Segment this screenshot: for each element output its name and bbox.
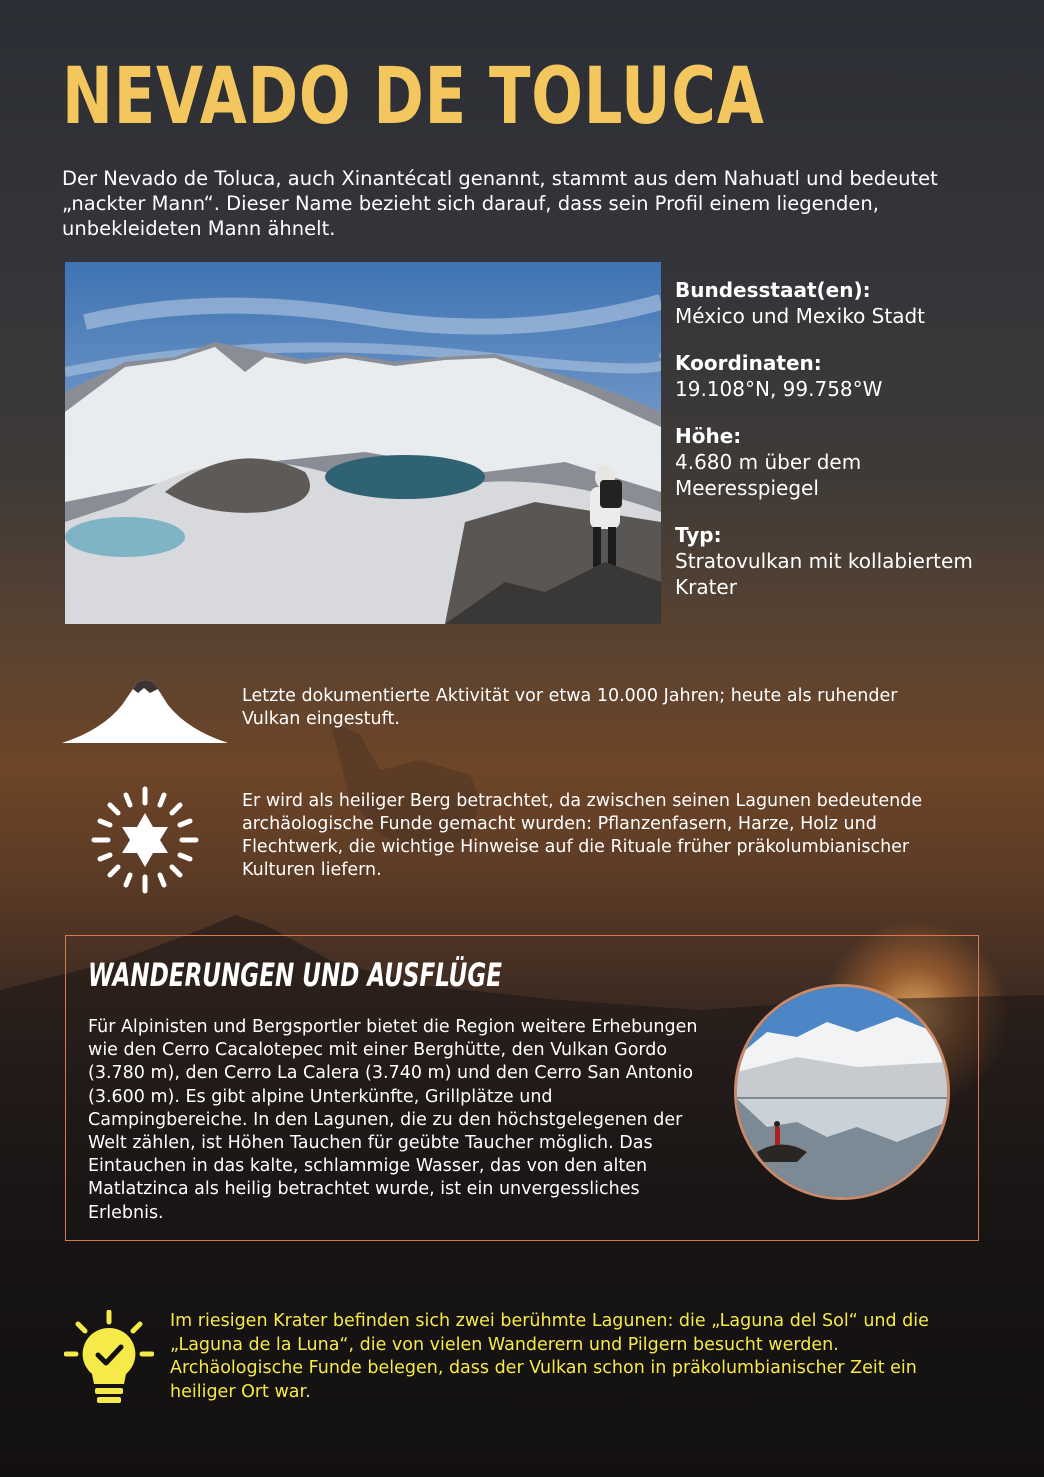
fact-value: 19.108°N, 99.758°W <box>675 377 883 401</box>
tip-text: Im riesigen Krater befinden sich zwei berühmte Lagunen: die „Laguna del Sol“ und die „Laguna de la Luna“, die von vielen Wanderern und Pilgern besucht werden. Archäologische Funde belegen, dass der Vulkan schon in präkolumbianischer Zeit ein heiliger Ort war. <box>170 1311 929 1402</box>
fact-list <box>675 278 975 622</box>
sacred-text: Er wird als heiliger Berg betrachtet, da zwischen seinen Lagunen bedeutende archäologische Funde gemacht wurden: Pflanzenfasern, Harze, Holz und Flechtwerk, die wichtige Hinweise auf die Rituale früher präkolumbianischer Kulturen liefern. <box>242 791 923 880</box>
lightbulb-check-icon <box>64 1310 154 1420</box>
crater-photo <box>65 262 661 624</box>
hiking-section <box>65 935 979 1241</box>
fact-value: México und Mexiko Stadt <box>675 304 925 328</box>
fact-item <box>675 424 975 501</box>
hiking-text: Für Alpinisten und Bergsportler bietet die Region weitere Erhebungen wie den Cerro Cacalotepec mit einer Berghütte, den Vulkan Gordo (3.780 m), den Cerro La Calera (3.740 m) und den Cerro San Antonio (3.600 m). Es gibt alpine Unterkünfte, Grillplätze und Campingbereiche. In den Lagunen, die zu den höchstgelegenen der Welt zählen, ist Höhen Tauchen für geübte Taucher möglich. Das Eintauchen in das kalte, schlammige Wasser, das von den alten Matlatzinca als heilig betrachtet wurde, ist ein unvergessliches Erlebnis. <box>88 1017 698 1223</box>
fact-item <box>675 351 975 402</box>
fact-item <box>675 278 975 329</box>
volcano-icon <box>62 675 228 745</box>
page-title: NEVADO DE TOLUCA <box>62 52 765 142</box>
fact-item <box>675 523 975 600</box>
intro-paragraph: Der Nevado de Toluca, auch Xinantécatl genannt, stammt aus dem Nahuatl und bedeutet „nackter Mann“. Dieser Name bezieht sich darauf, dass sein Profil einem liegenden, unbekleideten Mann ähnelt. <box>62 167 938 240</box>
fact-label: Höhe: <box>675 424 742 448</box>
lagoon-photo <box>734 984 950 1200</box>
fact-value: 4.680 m über dem Meeresspiegel <box>675 450 862 500</box>
hiking-title: WANDERUNGEN UND AUSFLÜGE <box>88 956 503 994</box>
fact-label: Koordinaten: <box>675 351 822 375</box>
fact-value: Stratovulkan mit kollabiertem Krater <box>675 549 973 599</box>
sacred-star-icon <box>90 785 200 895</box>
fact-label: Bundesstaat(en): <box>675 278 871 302</box>
fact-label: Typ: <box>675 523 722 547</box>
activity-text: Letzte dokumentierte Aktivität vor etwa 10.000 Jahren; heute als ruhender Vulkan eingestuft. <box>242 686 898 729</box>
